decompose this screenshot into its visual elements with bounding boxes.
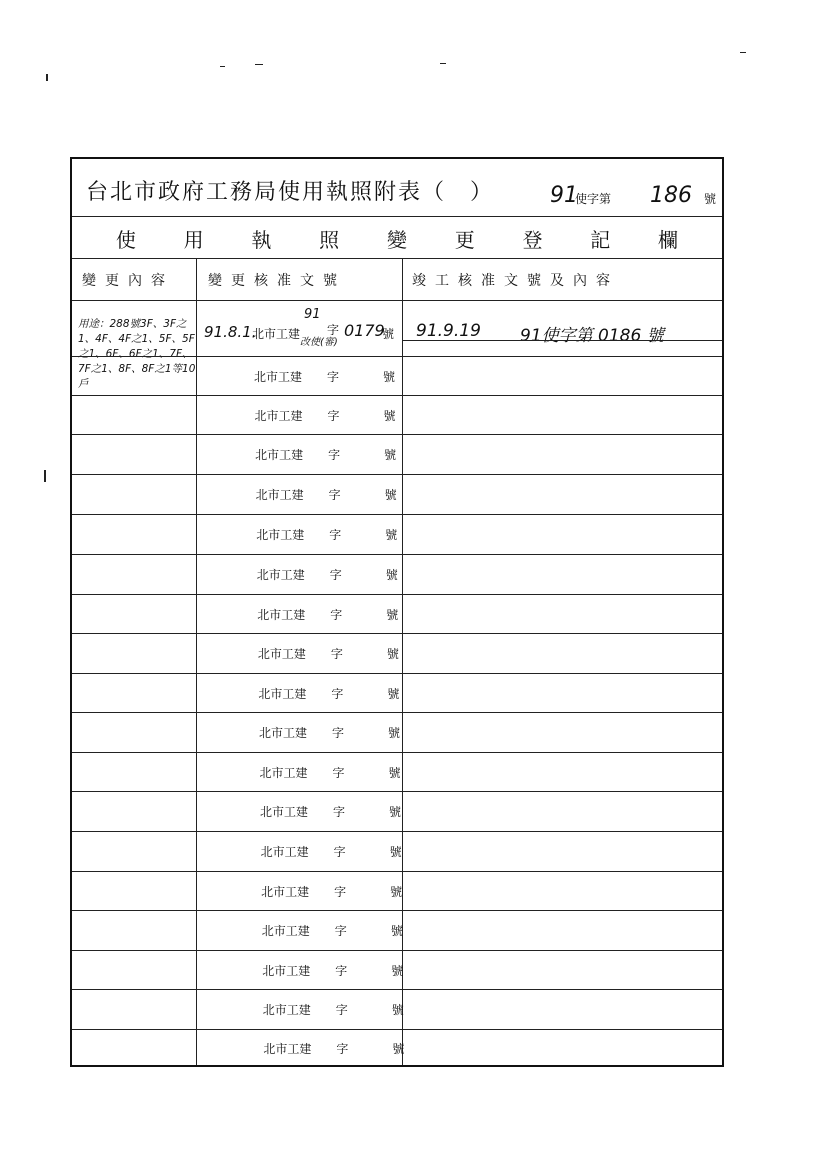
row-suffix-label: 號 bbox=[385, 568, 398, 582]
row-office-label: 北市工建 bbox=[258, 686, 307, 701]
row-suffix-label: 號 bbox=[383, 369, 396, 384]
row-divider bbox=[72, 514, 722, 515]
scan-speck bbox=[44, 470, 46, 482]
row-suffix-label: 號 bbox=[385, 528, 398, 542]
usage-permit-form bbox=[70, 157, 724, 1067]
row-divider bbox=[72, 752, 722, 753]
row-divider bbox=[72, 871, 722, 872]
row-divider bbox=[72, 791, 722, 792]
row-suffix-label: 號 bbox=[389, 845, 402, 859]
band-char: 記 bbox=[590, 227, 611, 252]
row-word-label: 字 bbox=[331, 726, 344, 740]
row-word-label: 字 bbox=[330, 607, 343, 622]
row-office-label: 北市工建 bbox=[261, 924, 310, 938]
row-office-label: 北市工建 bbox=[254, 408, 303, 423]
row-suffix-label: 號 bbox=[386, 647, 399, 661]
approval-note: 改使(審) bbox=[300, 337, 338, 348]
col-header-change-approval: 變更核准文號 bbox=[208, 273, 346, 289]
row-suffix-label: 號 bbox=[387, 726, 400, 740]
row-word-label: 字 bbox=[333, 845, 346, 859]
row-suffix-label: 號 bbox=[384, 488, 397, 502]
change-content-handwritten: 用途：288號3F、3F之1、4F、4F之1、5F、5F之1、6F、6F之1、7F、7F之1、8F、8F之1等10戶 bbox=[78, 318, 196, 390]
permit-number: 186 bbox=[650, 183, 692, 208]
row-suffix-label: 號 bbox=[384, 448, 397, 462]
row-office-label: 北市工建 bbox=[257, 647, 306, 661]
row-office-label: 北市工建 bbox=[254, 369, 303, 384]
row-office-label: 北市工建 bbox=[260, 805, 309, 819]
row-divider bbox=[72, 831, 722, 832]
band-char: 登 bbox=[522, 227, 543, 252]
row-divider bbox=[72, 474, 722, 475]
row-divider bbox=[72, 1029, 722, 1030]
row-word-label: 字 bbox=[333, 805, 346, 819]
row-suffix-label: 號 bbox=[390, 924, 403, 938]
first-row-split bbox=[402, 340, 722, 341]
permit-word: 使字第 bbox=[575, 192, 612, 206]
row-divider bbox=[72, 594, 722, 595]
row-suffix-label: 號 bbox=[391, 963, 404, 978]
header-divider bbox=[72, 300, 722, 301]
band-char: 更 bbox=[454, 227, 475, 252]
row-office-label: 北市工建 bbox=[256, 528, 305, 542]
row-divider bbox=[72, 434, 722, 435]
row-office-label: 北市工建 bbox=[255, 448, 304, 462]
row-word-label: 字 bbox=[334, 884, 347, 899]
row-word-label: 字 bbox=[335, 963, 348, 978]
band-char: 使 bbox=[115, 227, 136, 252]
scan-speck bbox=[220, 66, 225, 67]
row-suffix-label: 號 bbox=[388, 765, 401, 780]
row-divider bbox=[72, 633, 722, 634]
band-char: 用 bbox=[183, 227, 204, 252]
row-divider bbox=[72, 950, 722, 951]
completion-text: 91使字第 0186 號 bbox=[520, 326, 664, 346]
band-char: 照 bbox=[319, 227, 340, 252]
band-char: 變 bbox=[386, 227, 407, 252]
row-divider bbox=[72, 673, 722, 674]
scan-speck bbox=[440, 63, 446, 64]
scan-speck bbox=[46, 74, 48, 81]
row-divider bbox=[72, 554, 722, 555]
row-suffix-label: 號 bbox=[386, 607, 399, 622]
approval-office: 北市工建 bbox=[252, 327, 301, 341]
row-office-label: 北市工建 bbox=[261, 884, 310, 899]
row-divider bbox=[72, 712, 722, 713]
row-office-label: 北市工建 bbox=[260, 845, 309, 859]
row-suffix-label: 號 bbox=[390, 884, 403, 899]
permit-suffix: 號 bbox=[704, 192, 717, 206]
row-office-label: 北市工建 bbox=[255, 488, 304, 502]
row-word-label: 字 bbox=[330, 647, 343, 661]
row-word-label: 字 bbox=[329, 528, 342, 542]
col-header-completion-approval: 竣工核准文號及內容 bbox=[412, 273, 619, 289]
row-divider bbox=[72, 356, 722, 357]
row-office-label: 北市工建 bbox=[262, 963, 311, 978]
row-word-label: 字 bbox=[329, 568, 342, 582]
row-office-label: 北市工建 bbox=[259, 765, 308, 780]
approval-word: 字 bbox=[327, 323, 340, 337]
row-word-label: 字 bbox=[335, 1003, 348, 1017]
row-divider bbox=[72, 395, 722, 396]
row-suffix-label: 號 bbox=[383, 408, 396, 423]
col-header-change-content: 變更內容 bbox=[82, 273, 174, 289]
row-office-label: 北市工建 bbox=[257, 607, 306, 622]
approval-suffix: 號 bbox=[382, 327, 395, 341]
row-suffix-label: 號 bbox=[387, 686, 400, 701]
row-divider bbox=[72, 910, 722, 911]
approval-date: 91.8.1. bbox=[204, 323, 257, 341]
form-title: 台北市政府工務局使用執照附表（ ） bbox=[86, 180, 495, 205]
row-office-label: 北市工建 bbox=[262, 1003, 311, 1017]
col-separator-1 bbox=[196, 259, 197, 1065]
row-word-label: 字 bbox=[331, 686, 344, 701]
row-word-label: 字 bbox=[327, 408, 340, 423]
row-office-label: 北市工建 bbox=[263, 1042, 312, 1056]
row-suffix-label: 號 bbox=[391, 1003, 404, 1017]
scan-speck bbox=[740, 52, 746, 53]
row-word-label: 字 bbox=[334, 924, 347, 938]
approval-year: 91 bbox=[304, 307, 321, 322]
row-word-label: 字 bbox=[336, 1042, 349, 1056]
approval-number: 0179 bbox=[344, 321, 385, 340]
row-office-label: 北市工建 bbox=[258, 726, 307, 740]
row-word-label: 字 bbox=[328, 488, 341, 502]
row-office-label: 北市工建 bbox=[256, 568, 305, 582]
row-suffix-label: 號 bbox=[389, 805, 402, 819]
row-divider bbox=[72, 989, 722, 990]
row-word-label: 字 bbox=[327, 369, 340, 384]
scan-speck bbox=[255, 64, 263, 65]
completion-date: 91.9.19 bbox=[416, 321, 481, 341]
row-word-label: 字 bbox=[332, 765, 345, 780]
col-separator-2 bbox=[402, 259, 403, 1065]
change-registration-band bbox=[72, 217, 722, 259]
band-char: 執 bbox=[251, 227, 272, 252]
band-char: 欄 bbox=[658, 227, 678, 252]
row-suffix-label: 號 bbox=[392, 1042, 405, 1056]
row-word-label: 字 bbox=[328, 448, 341, 462]
permit-year: 91 bbox=[550, 183, 578, 208]
